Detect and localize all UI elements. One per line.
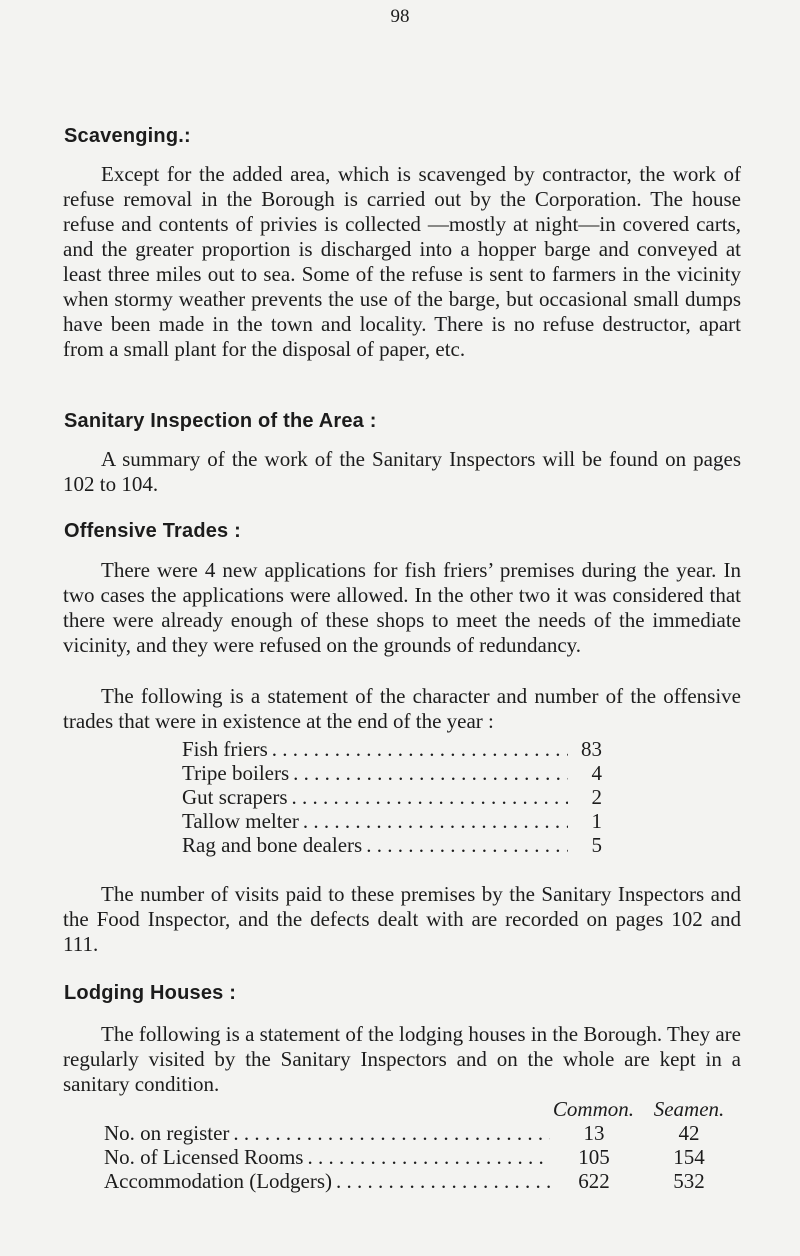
trade-label: Fish friers bbox=[182, 737, 268, 761]
offensive-trades-heading: Offensive Trades : bbox=[64, 520, 241, 542]
table-row bbox=[104, 1169, 744, 1193]
leader-dots bbox=[303, 809, 568, 833]
leader-dots bbox=[272, 737, 568, 761]
seamen-value: 154 bbox=[673, 1145, 705, 1169]
offensive-trades-paragraph-3: The number of visits paid to these premises by the Sanitary Inspectors and the Food Inspector, and the defects dealt with are recorded on pages 102 and 111. bbox=[63, 882, 741, 956]
lodging-houses-paragraph: The following is a statement of the lodging houses in the Borough. They are regularly visited by the Sanitary Inspectors and on the whole are kept in a sanitary condition. bbox=[63, 1022, 741, 1096]
sanitary-inspection-paragraph: A summary of the work of the Sanitary Inspectors will be found on pages 102 to 104. bbox=[63, 447, 741, 496]
list-item bbox=[182, 761, 602, 785]
trade-count: 1 bbox=[591, 809, 602, 833]
page-number: 98 bbox=[390, 6, 410, 27]
seamen-value: 532 bbox=[673, 1169, 705, 1193]
trade-label: Tripe boilers bbox=[182, 761, 290, 785]
trade-count: 2 bbox=[591, 785, 602, 809]
sanitary-inspection-heading: Sanitary Inspection of the Area : bbox=[64, 410, 377, 432]
lodging-houses-heading: Lodging Houses : bbox=[64, 982, 237, 1004]
trade-count: 83 bbox=[581, 737, 602, 761]
list-item bbox=[182, 785, 602, 809]
offensive-trades-list bbox=[182, 737, 602, 857]
table-row bbox=[104, 1145, 744, 1169]
trade-count: 4 bbox=[591, 761, 602, 785]
trade-label: Rag and bone dealers bbox=[182, 833, 363, 857]
leader-dots bbox=[233, 1121, 550, 1145]
list-item bbox=[182, 809, 602, 833]
leader-dots bbox=[307, 1145, 550, 1169]
list-item bbox=[182, 737, 602, 761]
leader-dots bbox=[366, 833, 568, 857]
row-label: Accommodation (Lodgers) bbox=[104, 1169, 333, 1193]
column-header-common: Common. bbox=[552, 1097, 634, 1121]
scavenging-heading: Scavenging.: bbox=[64, 125, 191, 147]
table-header bbox=[104, 1097, 744, 1121]
trade-count: 5 bbox=[591, 833, 602, 857]
row-label: No. on register bbox=[104, 1121, 230, 1145]
row-label: No. of Licensed Rooms bbox=[104, 1145, 304, 1169]
offensive-trades-paragraph-2: The following is a statement of the character and number of the offensive trades that were in existence at the end of the year : bbox=[63, 684, 741, 733]
lodging-houses-table bbox=[104, 1097, 744, 1193]
leader-dots bbox=[292, 785, 568, 809]
trade-label: Gut scrapers bbox=[182, 785, 288, 809]
list-item bbox=[182, 833, 602, 857]
common-value: 13 bbox=[583, 1121, 605, 1145]
common-value: 105 bbox=[578, 1145, 610, 1169]
table-row bbox=[104, 1121, 744, 1145]
leader-dots bbox=[336, 1169, 550, 1193]
column-header-seamen: Seamen. bbox=[653, 1097, 725, 1121]
scavenging-paragraph: Except for the added area, which is scavenged by contractor, the work of refuse removal in the Borough is carried out by the Corporation. The house refuse and contents of privies is collected —mostly at night—in covered carts, and the greater proportion is discharged into a hopper barge and conveyed at least three miles out to sea. Some of the refuse is sent to farmers in the vicinity when stormy weather prevents the use of the barge, but occasional small dumps have been made in the town and locality. There is no refuse destructor, apart from a small plant for the disposal of paper, etc. bbox=[63, 162, 741, 361]
trade-label: Tallow melter bbox=[182, 809, 299, 833]
seamen-value: 42 bbox=[678, 1121, 700, 1145]
offensive-trades-paragraph-1: There were 4 new applications for fish friers’ premises during the year. In two cases the applications were allowed. In the other two it was considered that there were already enough of these shops to meet the needs of the immediate vicinity, and they were refused on the grounds of redundancy. bbox=[63, 558, 741, 657]
leader-dots bbox=[293, 761, 568, 785]
common-value: 622 bbox=[578, 1169, 610, 1193]
